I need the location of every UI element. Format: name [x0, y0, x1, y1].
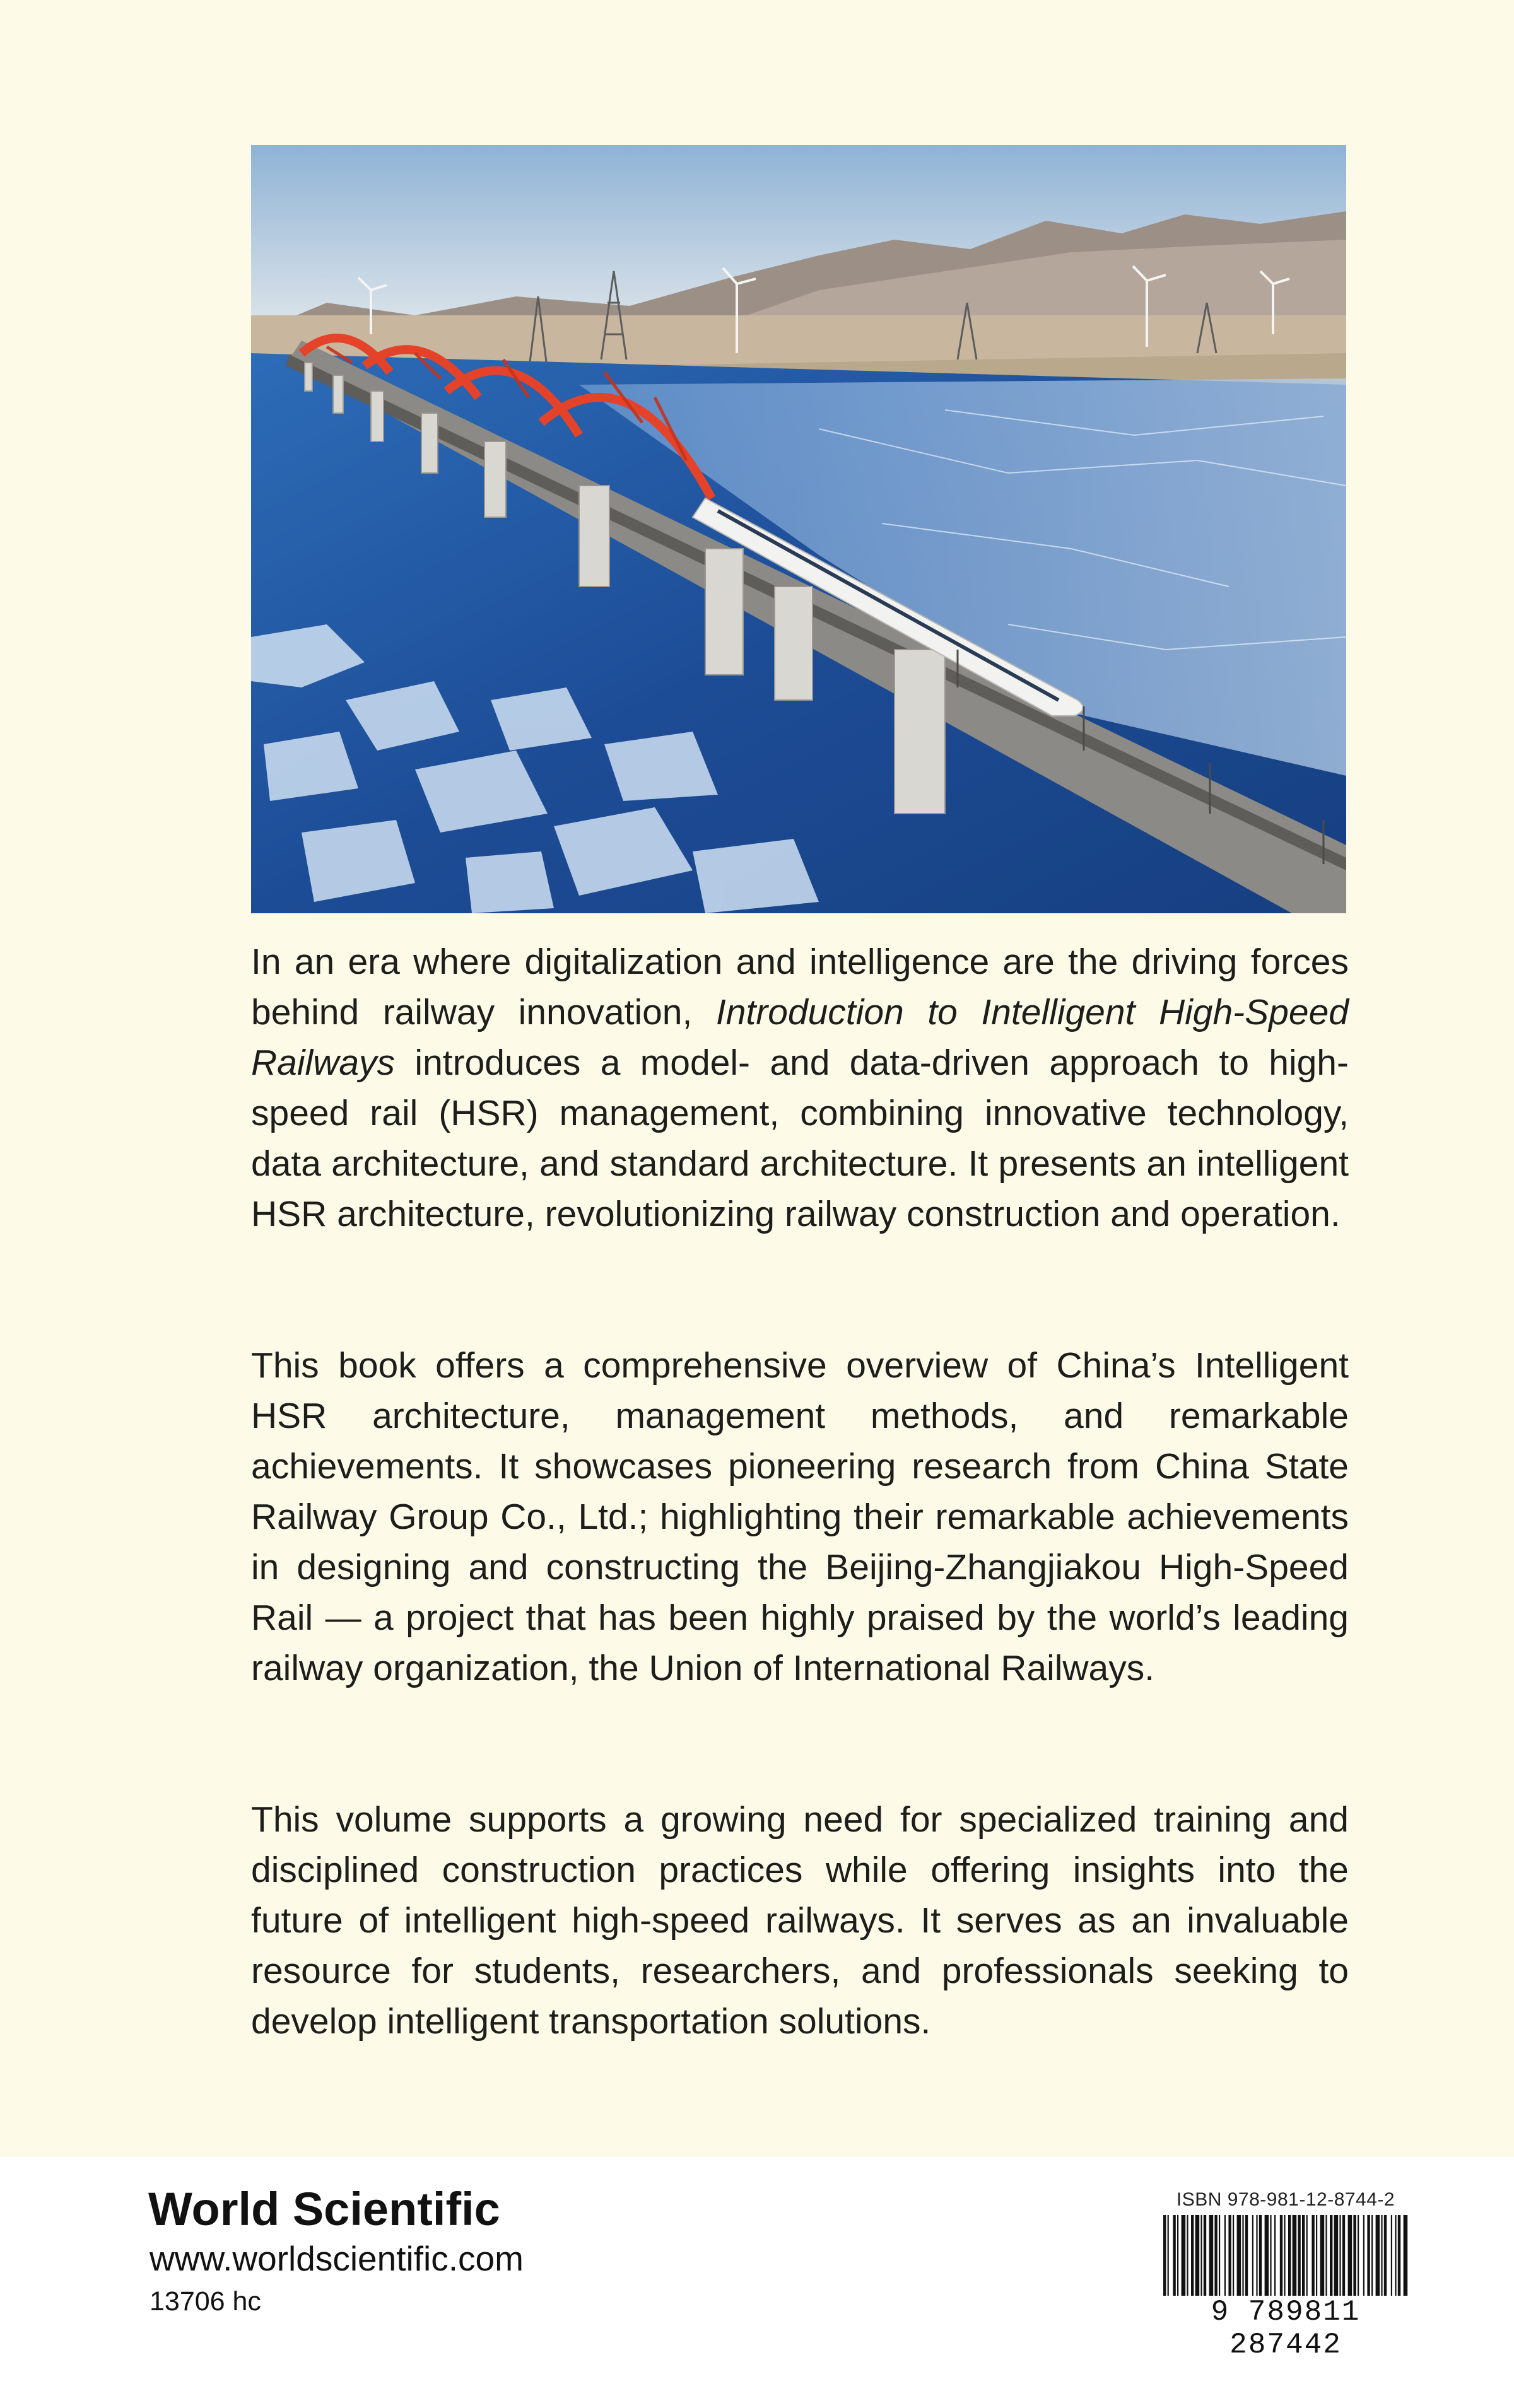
barcode-bar: [1270, 2215, 1271, 2303]
barcode-bar: [1348, 2215, 1353, 2303]
barcode-bar: [1298, 2215, 1300, 2303]
barcode-bar: [1391, 2215, 1392, 2303]
barcode-bar: [1316, 2215, 1317, 2303]
barcode-bar: [1204, 2215, 1206, 2303]
barcode-bar: [1358, 2215, 1359, 2303]
barcode-bar: [1219, 2215, 1220, 2303]
barcode-bar: [1237, 2215, 1241, 2303]
barcode-bar: [1168, 2215, 1169, 2303]
barcode-bar: [1195, 2215, 1200, 2303]
barcode-bar: [1384, 2215, 1387, 2303]
barcode-bar: [1177, 2215, 1178, 2303]
description-paragraph-2: This book offers a comprehensive overview of China’s Intelligent HSR architecture, management methods, and remarkable achievements. It showcases pioneering research from China State Railway Group Co., Ltd.; highlighting their remarkable achievements in designing and constructing the Beijing-Zhangjiakou High-Speed Rail — a project that has been highly praised by the world’s leading railway organization, the Union of International Railways.: [251, 1345, 1349, 1688]
barcode-bar: [1265, 2215, 1269, 2303]
barcode-bar: [1242, 2215, 1243, 2303]
barcode-bar: [1214, 2215, 1217, 2303]
barcode-bar: [1173, 2215, 1175, 2303]
barcode-bar: [1191, 2215, 1194, 2303]
barcode-bar: [1252, 2215, 1253, 2303]
barcode-bar: [1182, 2215, 1186, 2303]
barcode-bar: [1224, 2215, 1226, 2303]
barcode-bar: [1339, 2215, 1341, 2303]
barcode-bar: [1274, 2215, 1276, 2303]
barcode: [1159, 2215, 1412, 2303]
description-paragraph-1: [251, 937, 1349, 1239]
barcode-bar: [1381, 2215, 1382, 2303]
barcode-bar: [1363, 2215, 1364, 2303]
book-title-italic: Introduction to Intelligent High-Speed Railways: [251, 992, 1349, 1083]
barcode-bar: [1233, 2215, 1234, 2303]
barcode-bar: [1288, 2215, 1291, 2303]
barcode-bar: [1306, 2215, 1308, 2303]
barcode-bar: [1187, 2215, 1188, 2303]
publisher-url: www.worldscientific.com: [150, 2239, 524, 2278]
barcode-bar: [1353, 2215, 1356, 2303]
barcode-bar: [1259, 2215, 1262, 2303]
barcode-bar: [1325, 2215, 1327, 2303]
barcode-bar: [1228, 2215, 1231, 2303]
barcode-bar: [1371, 2215, 1373, 2303]
barcode-bar: [1330, 2215, 1332, 2303]
barcode-bar: [1209, 2215, 1214, 2303]
description-paragraph-3: This volume supports a growing need for specialized training and disciplined construction practices while offering insights into the future of intelligent high-speed railways. It serves as an invaluable resource for students, researchers, and professionals seeking to develop intelligent transportation solutions.: [251, 1799, 1349, 2042]
barcode-bar: [1367, 2215, 1370, 2303]
barcode-bar: [1256, 2215, 1257, 2303]
cover-photo: [251, 145, 1346, 913]
barcode-bar: [1302, 2215, 1305, 2303]
barcode-bar: [1163, 2215, 1166, 2303]
barcode-bar: [1334, 2215, 1339, 2303]
barcode-bar: [1395, 2215, 1396, 2303]
paragraph-1-intro: In an era where digitalization and intelligence are the driving forces behind railway innovation,: [251, 942, 1349, 1032]
barcode-bar: [1404, 2215, 1408, 2303]
barcode-digits: 9 789811 287442: [1159, 2296, 1412, 2361]
barcode-bar: [1312, 2215, 1314, 2303]
barcode-bar: [1245, 2215, 1248, 2303]
barcode-bar: [1320, 2215, 1325, 2303]
publisher-logo-text: World Scientific: [148, 2183, 500, 2235]
barcode-bar: [1280, 2215, 1282, 2303]
paragraph-1-body: introduces a model- and data-driven approach to high-speed rail (HSR) management, combining innovative technology, data architecture, and standard architecture. It presents an intelligent HSR architecture, revolutionizing railway construction and operation.: [251, 1043, 1349, 1234]
barcode-bar: [1293, 2215, 1297, 2303]
barcode-bar: [1284, 2215, 1285, 2303]
barcode-bar: [1342, 2215, 1345, 2303]
product-code: 13706 hc: [150, 2286, 261, 2317]
barcode-bar: [1398, 2215, 1400, 2303]
barcode-bar: [1200, 2215, 1202, 2303]
barcode-bar: [1376, 2215, 1380, 2303]
isbn-label: ISBN 978-981-12-8744-2: [1176, 2189, 1395, 2210]
